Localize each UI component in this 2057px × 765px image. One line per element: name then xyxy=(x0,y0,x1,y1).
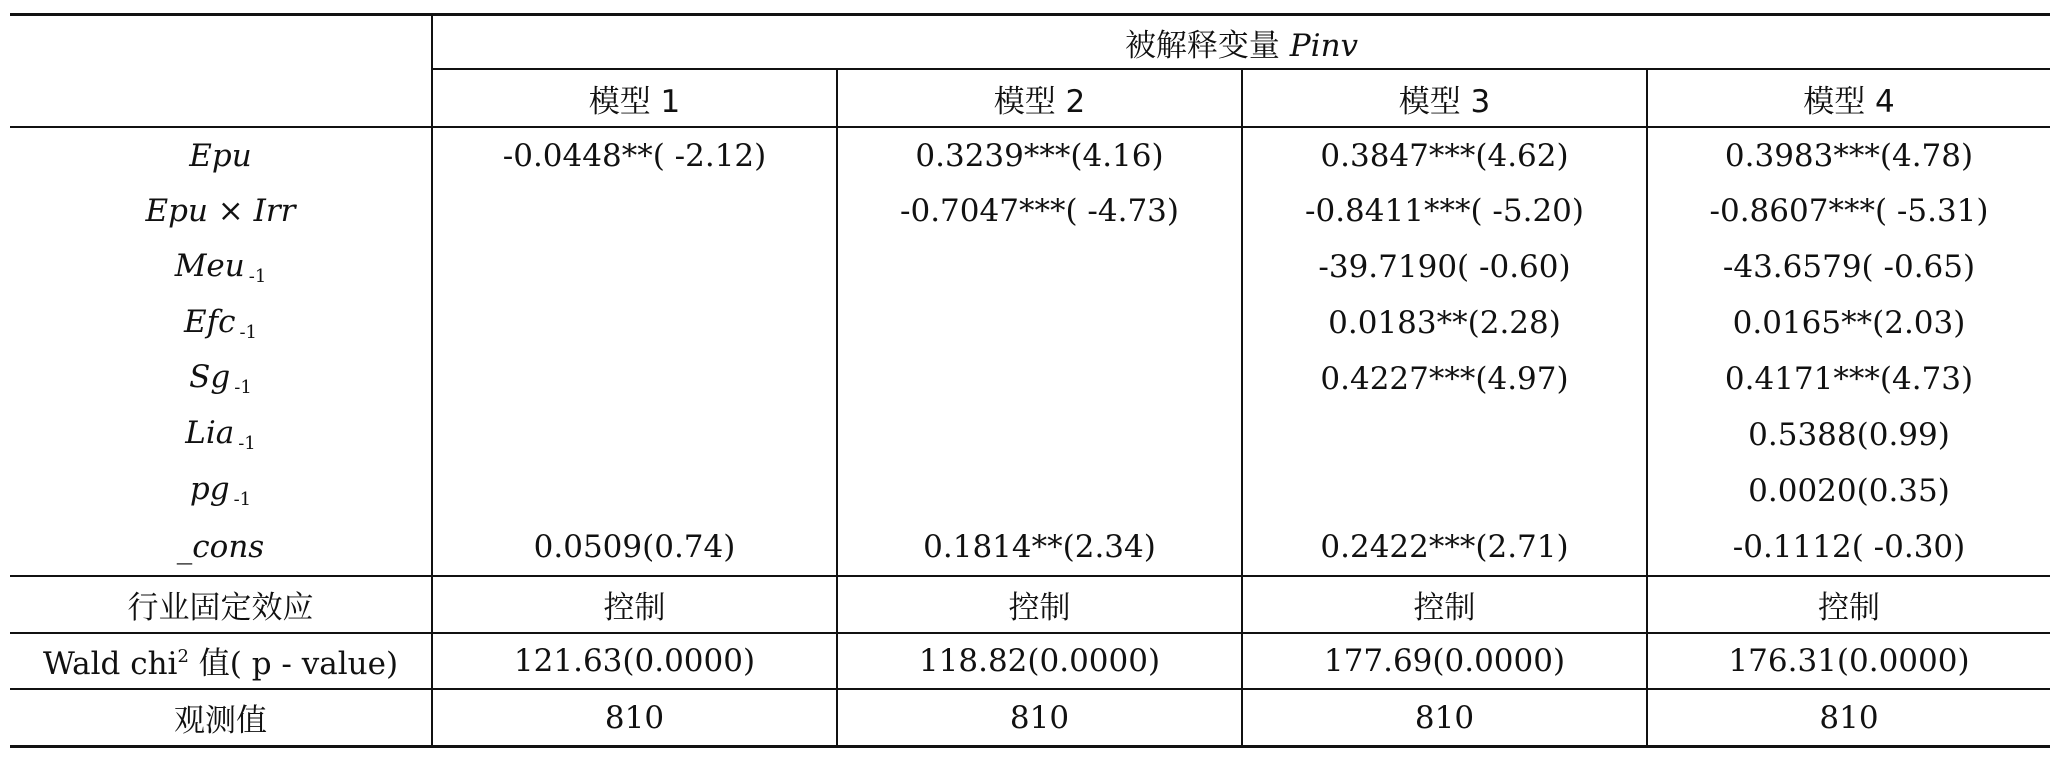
table-cell: 0.4171***(4.73) xyxy=(1724,360,1974,397)
table-cell: 控制 xyxy=(1647,576,2050,633)
corner-cell xyxy=(10,15,432,70)
row-label: Meu $_{-1}$ xyxy=(10,239,432,295)
table-cell: 控制 xyxy=(1242,576,1647,633)
header-group-row xyxy=(10,15,2050,70)
table-cell: -43.6579( -0.65) xyxy=(1722,249,1976,286)
table-cell: 118.82(0.0000) xyxy=(837,633,1242,690)
row-label: 行业固定效应 xyxy=(10,576,432,633)
table-cell: 0.1814**(2.34) xyxy=(837,519,1242,576)
row-label: Epu × Irr xyxy=(10,183,432,239)
table-cell: -0.1112( -0.30) xyxy=(1647,519,2050,576)
row-label: Wald chi$^2$ 值( p - value) xyxy=(10,633,432,690)
table-row xyxy=(10,239,2050,295)
industry-fixed-effect-row xyxy=(10,576,2050,633)
table-cell: -0.8607***( -5.31) xyxy=(1709,193,1989,230)
table-row xyxy=(10,183,2050,239)
table-cell xyxy=(432,407,837,463)
table-cell: 0.3847***(4.62) xyxy=(1242,127,1647,183)
table-cell xyxy=(1242,407,1647,463)
table-row xyxy=(10,519,2050,576)
lag-subscript: -1 xyxy=(233,489,252,511)
table-cell: -39.7190( -0.60) xyxy=(1242,239,1647,295)
table-row xyxy=(10,127,2050,183)
table-cell: 176.31(0.0000) xyxy=(1647,633,2050,690)
table-row xyxy=(10,407,2050,463)
row-label: 观测值 xyxy=(10,689,432,746)
model-header-row xyxy=(10,69,2050,127)
table-cell: 810 xyxy=(1647,689,2050,746)
row-label: Efc $_{-1}$ xyxy=(10,295,432,351)
table-cell xyxy=(837,407,1242,463)
table-row xyxy=(10,295,2050,351)
row-label: Lia $_{-1}$ xyxy=(10,407,432,463)
table-cell: -0.0448**( -2.12) xyxy=(432,127,837,183)
table-cell: 121.63(0.0000) xyxy=(432,633,837,690)
table-cell: 0.0165**(2.03) xyxy=(1732,305,1966,341)
table-row xyxy=(10,463,2050,519)
table-cell: 控制 xyxy=(837,576,1242,633)
table-cell: 0.5388(0.99) xyxy=(1748,416,1950,453)
table-cell xyxy=(837,351,1242,407)
row-label: Sg $_{-1}$ xyxy=(10,351,432,407)
table-cell xyxy=(1242,463,1647,519)
corner-cell-2 xyxy=(10,69,432,127)
table-cell: -0.7047***( -4.73) xyxy=(837,183,1242,239)
row-label: pg $_{-1}$ xyxy=(10,463,432,519)
lag-subscript: -1 xyxy=(239,321,257,343)
table-cell xyxy=(432,463,837,519)
lag-subscript: -1 xyxy=(248,265,267,287)
lag-subscript: -1 xyxy=(234,377,252,399)
table-cell: 控制 xyxy=(432,576,837,633)
table-cell: 0.4227***(4.97) xyxy=(1242,351,1647,407)
table-cell: 0.0509(0.74) xyxy=(432,519,837,576)
model-header: 模型 3 xyxy=(1242,69,1647,127)
table-cell xyxy=(432,295,837,351)
model-header: 模型 4 xyxy=(1647,69,2050,127)
table-cell xyxy=(837,463,1242,519)
table-cell: 810 xyxy=(1242,689,1647,746)
regression-table xyxy=(10,13,2050,748)
model-header: 模型 2 xyxy=(837,69,1242,127)
row-label: Epu xyxy=(10,127,432,183)
table-cell xyxy=(837,295,1242,351)
lag-subscript: -1 xyxy=(238,433,256,455)
model-header: 模型 1 xyxy=(432,69,837,127)
wald-row xyxy=(10,633,2050,690)
table-cell: 810 xyxy=(432,689,837,746)
table-cell xyxy=(837,239,1242,295)
table-cell: 0.2422***(2.71) xyxy=(1242,519,1647,576)
table-cell xyxy=(432,351,837,407)
table-cell: 0.0183**(2.28) xyxy=(1242,295,1647,351)
table-cell: 0.3239***(4.16) xyxy=(837,127,1242,183)
table-cell: -0.8411***( -5.20) xyxy=(1242,183,1647,239)
table-cell xyxy=(432,183,837,239)
table-cell: 177.69(0.0000) xyxy=(1242,633,1647,690)
row-label: _cons xyxy=(10,519,432,576)
table-cell xyxy=(432,239,837,295)
table-cell: 0.3983***(4.78) xyxy=(1724,137,1974,174)
table-cell: 810 xyxy=(837,689,1242,746)
observations-row xyxy=(10,689,2050,746)
group-var: Pinv xyxy=(1289,27,1359,64)
table-row xyxy=(10,351,2050,407)
group-title: 被解释变量 xyxy=(1124,27,1280,64)
table-cell: 0.0020(0.35) xyxy=(1748,472,1950,509)
dependent-variable-header xyxy=(432,15,2050,70)
